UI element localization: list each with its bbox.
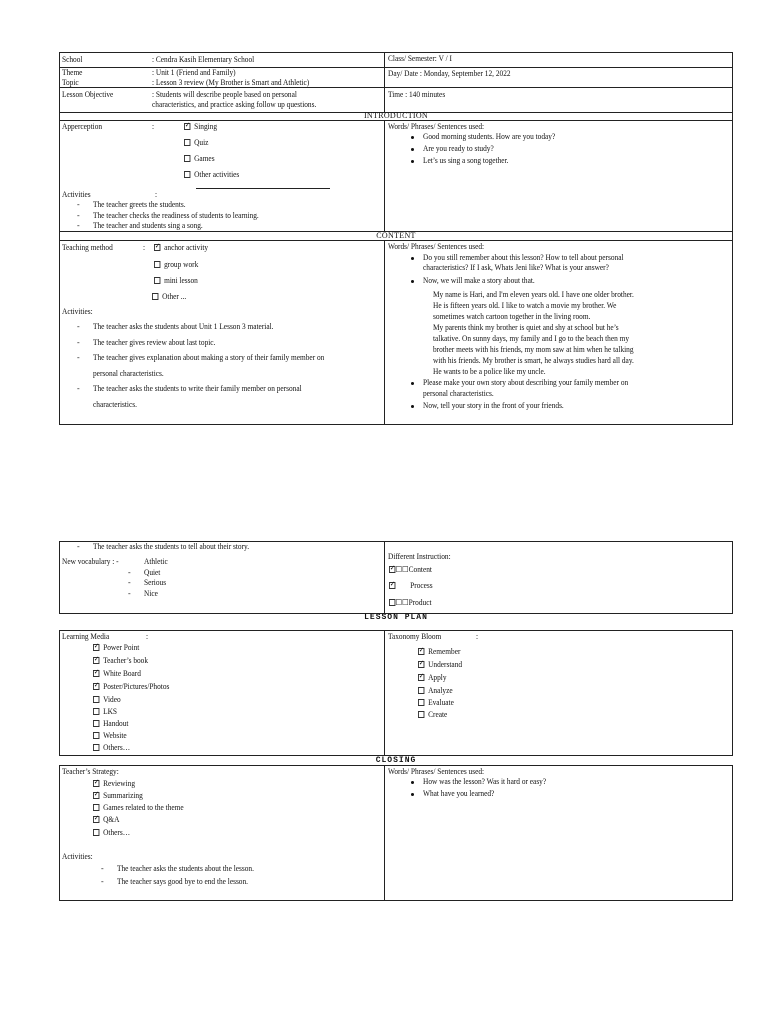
introduction-heading: INTRODUCTION [363, 111, 429, 120]
content-activities-label: Activities: [62, 307, 93, 316]
diff-process[interactable] [389, 581, 433, 591]
story-line: with his friends. My brother is smart, he always studies hard all day. [433, 356, 634, 365]
option-quiz[interactable] [184, 138, 208, 148]
content-activity: The teacher asks the students to tell about their story. [93, 542, 250, 551]
bloom-remember[interactable] [418, 647, 460, 657]
objective-label: Lesson Objective [62, 90, 114, 99]
option-label: Analyze [428, 686, 453, 695]
option-label: anchor activity [164, 243, 209, 252]
option-label: Other ... [162, 292, 187, 301]
option-other-activities[interactable] [184, 170, 239, 180]
media-website[interactable] [93, 731, 127, 741]
class-semester: Class/ Semester: V / I [388, 54, 452, 63]
taxonomy-bloom-label: Taxonomy Bloom [388, 632, 442, 641]
story-line: brother meets with his friends, my mom saw at him when he talking [433, 345, 634, 354]
option-label: Summarizing [103, 791, 143, 800]
option-label: Others… [103, 828, 131, 837]
learning-media-label: Learning Media [62, 632, 110, 641]
option-label: Teacher’s book [103, 656, 149, 665]
content-heading: CONTENT [376, 231, 416, 240]
vocab-word: Quiet [144, 568, 161, 577]
option-label: Other activities [194, 170, 240, 179]
closing-activity: The teacher says good bye to end the lesson. [117, 877, 249, 886]
content-question: characteristics? If I ask, Whats Jeni like? What is your answer? [423, 263, 609, 272]
content-activity: The teacher gives review about last topic. [93, 338, 216, 347]
column-divider [384, 52, 385, 113]
option-label: ☐☐Content [395, 565, 432, 574]
diff-product[interactable] [389, 598, 432, 608]
checkbox-icon[interactable] [93, 804, 99, 811]
content-question: Now, tell your story in the front of your friends. [423, 401, 564, 410]
school-value: : Cendra Kasih Elementary School [152, 55, 255, 64]
checkbox-icon[interactable] [93, 708, 99, 715]
checkbox-icon[interactable] [389, 599, 395, 606]
vocab-label: New vocabulary : - [62, 557, 119, 566]
checkbox-checked-icon[interactable] [93, 670, 99, 677]
closing-activities-label: Activities: [62, 852, 93, 861]
column-divider [384, 240, 385, 425]
intro-word: Are you ready to study? [423, 144, 494, 153]
content-question: Do you still remember about this lesson? How to tell about personal [423, 253, 624, 262]
topic-value: : Lesson 3 review (My Brother is Smart and Athletic) [152, 78, 310, 87]
media-teachers-book[interactable] [93, 656, 148, 666]
dash: - [128, 568, 131, 577]
checkbox-checked-icon[interactable] [93, 780, 99, 787]
dash: - [128, 578, 131, 587]
activities-colon: : [155, 190, 158, 199]
bullet-icon [411, 793, 414, 796]
story-line: My name is Hari, and I'm eleven years old. I have one older brother. [433, 290, 634, 299]
method-other[interactable] [152, 292, 186, 302]
option-label: ☐☐Product [395, 598, 432, 607]
story-line: He wants to be a police like my uncle. [433, 367, 546, 376]
option-label: mini lesson [164, 276, 198, 285]
bullet-icon [411, 781, 414, 784]
media-video[interactable] [93, 695, 121, 705]
bullet-icon [411, 160, 414, 163]
teaching-method-colon: : [143, 243, 146, 252]
strategy-games[interactable] [93, 803, 184, 813]
dash: - [77, 322, 80, 331]
story-line: My parents think my brother is quiet and shy at school but he’s [433, 323, 619, 332]
checkbox-icon[interactable] [93, 744, 99, 751]
blank-line [196, 188, 330, 189]
dash: - [77, 200, 80, 209]
theme-label: Theme [62, 68, 83, 77]
checkbox-checked-icon[interactable] [93, 816, 99, 823]
option-label: Evaluate [428, 698, 454, 707]
lesson-plan-heading: LESSON PLAN [364, 613, 428, 622]
bullet-icon [411, 257, 414, 260]
checkbox-checked-icon[interactable] [418, 648, 424, 655]
checkbox-checked-icon[interactable] [93, 657, 99, 664]
closing-words-label: Words/ Phrases/ Sentences used: [388, 767, 485, 776]
story-line: sometimes watch cartoon together in the living room. [433, 312, 591, 321]
media-white-board[interactable] [93, 669, 141, 679]
option-label: Reviewing [103, 779, 136, 788]
intro-word: Let’s us sing a song together. [423, 156, 509, 165]
dash: - [77, 221, 80, 230]
option-label: Video [103, 695, 121, 704]
bullet-icon [411, 382, 414, 385]
column-divider [384, 120, 385, 231]
content-activity: personal characteristics. [93, 369, 164, 378]
theme-value: : Unit 1 (Friend and Family) [152, 68, 236, 77]
checkbox-icon[interactable] [93, 720, 99, 727]
strategy-summarizing[interactable] [93, 791, 143, 801]
option-label: Games related to the theme [103, 803, 184, 812]
lesson-plan-table [59, 630, 733, 756]
checkbox-icon[interactable] [152, 293, 158, 300]
checkbox-icon[interactable] [418, 711, 424, 718]
teaching-method-label: Teaching method [62, 243, 113, 252]
option-label: Remember [428, 647, 461, 656]
checkbox-checked-icon[interactable] [93, 683, 99, 690]
strategy-label: Teacher’s Strategy: [62, 767, 119, 776]
option-label: group work [164, 260, 199, 269]
day-date: Day/ Date : Monday, September 12, 2022 [388, 69, 511, 78]
dash: - [101, 877, 104, 886]
media-others[interactable] [93, 743, 130, 753]
content-question: Now, we will make a story about that. [423, 276, 535, 285]
checkbox-icon[interactable] [184, 139, 190, 146]
content-question: personal characteristics. [423, 389, 494, 398]
dash: - [101, 864, 104, 873]
closing-word: How was the lesson? Was it hard or easy? [423, 777, 547, 786]
activities-label: Activities [62, 190, 91, 199]
closing-heading: CLOSING [375, 756, 417, 765]
method-mini-lesson[interactable] [154, 276, 198, 286]
objective-value-1: : Students will describe people based on personal [152, 90, 297, 99]
checkbox-icon[interactable] [93, 696, 99, 703]
option-label: Singing [194, 122, 218, 131]
closing-activity: The teacher asks the students about the lesson. [117, 864, 254, 873]
checkbox-icon[interactable] [418, 687, 424, 694]
checkbox-checked-icon[interactable] [389, 566, 395, 573]
option-label: Power Point [103, 643, 140, 652]
dash: - [77, 542, 80, 551]
option-label: Process [410, 581, 433, 590]
dash: - [77, 211, 80, 220]
vocab-word: Serious [144, 578, 167, 587]
option-label: Create [428, 710, 448, 719]
closing-word: What have you learned? [423, 789, 495, 798]
checkbox-icon[interactable] [418, 699, 424, 706]
column-divider [384, 765, 385, 901]
dash: - [77, 338, 80, 347]
column-divider [384, 630, 385, 756]
dash: - [128, 589, 131, 598]
media-lks[interactable] [93, 707, 117, 717]
bullet-icon [411, 148, 414, 151]
intro-activity: The teacher greets the students. [93, 200, 186, 209]
checkbox-checked-icon[interactable] [418, 661, 424, 668]
objective-value-2: characteristics, and practice asking follow up questions. [152, 100, 317, 109]
story-line: He is fifteen years old. I like to watch a movie my brother. We [433, 301, 617, 310]
option-label: Games [194, 154, 215, 163]
checkbox-checked-icon[interactable] [93, 644, 99, 651]
bloom-apply[interactable] [418, 673, 447, 683]
column-divider [384, 541, 385, 614]
learning-media-colon: : [146, 632, 149, 641]
bullet-icon [411, 405, 414, 408]
media-poster[interactable] [93, 682, 169, 692]
option-label: Website [103, 731, 127, 740]
checkbox-icon[interactable] [93, 829, 99, 836]
option-label: Handout [103, 719, 129, 728]
content-activity: The teacher gives explanation about making a story of their family member on [93, 353, 325, 362]
option-label: White Board [103, 669, 141, 678]
strategy-others[interactable] [93, 828, 130, 838]
checkbox-checked-icon[interactable] [184, 123, 190, 130]
apperception-label: Apperception [62, 122, 103, 131]
bullet-icon [411, 280, 414, 283]
checkbox-icon[interactable] [154, 277, 160, 284]
checkbox-checked-icon[interactable] [154, 244, 160, 251]
content-activity: The teacher asks the students to write their family member on personal [93, 384, 302, 393]
words-label: Words/ Phrases/ Sentences used: [388, 122, 485, 131]
content-words-label: Words/ Phrases/ Sentences used: [388, 242, 485, 251]
checkbox-icon[interactable] [93, 732, 99, 739]
checkbox-icon[interactable] [154, 261, 160, 268]
strategy-qa[interactable] [93, 815, 119, 825]
vocab-word: Nice [144, 589, 158, 598]
school-label: School [62, 55, 83, 64]
option-label: Others… [103, 743, 131, 752]
bloom-create[interactable] [418, 710, 447, 720]
option-label: Quiz [194, 138, 209, 147]
bloom-analyze[interactable] [418, 686, 453, 696]
intro-activity: The teacher checks the readiness of students to learning. [93, 211, 259, 220]
option-label: Poster/Pictures/Photos [103, 682, 170, 691]
bloom-understand[interactable] [418, 660, 462, 670]
bullet-icon [411, 136, 414, 139]
strategy-reviewing[interactable] [93, 779, 135, 789]
dash: - [77, 353, 80, 362]
method-anchor-activity[interactable] [154, 243, 208, 253]
intro-activity: The teacher and students sing a song. [93, 221, 203, 230]
taxonomy-bloom-colon: : [476, 632, 479, 641]
checkbox-checked-icon[interactable] [389, 582, 395, 589]
content-activity: The teacher asks the students about Unit 1 Lesson 3 material. [93, 322, 274, 331]
content-question: Please make your own story about describing your family member on [423, 378, 629, 387]
option-label: Q&A [103, 815, 120, 824]
method-group-work[interactable] [154, 260, 198, 270]
time-label: Time : 140 minutes [388, 90, 446, 99]
topic-label: Topic [62, 78, 79, 87]
diff-content[interactable] [389, 565, 432, 575]
vocab-word: Athletic [144, 557, 168, 566]
apperception-colon: : [152, 122, 155, 131]
checkbox-checked-icon[interactable] [93, 792, 99, 799]
different-instruction-label: Different Instruction: [388, 552, 451, 561]
checkbox-icon[interactable] [184, 155, 190, 162]
story-line: talkative. On sunny days, my family and I go to the beach then my [433, 334, 630, 343]
option-label: Apply [428, 673, 447, 682]
checkbox-icon[interactable] [184, 171, 190, 178]
option-label: LKS [103, 707, 118, 716]
bloom-evaluate[interactable] [418, 698, 454, 708]
media-power-point[interactable] [93, 643, 139, 653]
option-games[interactable] [184, 154, 215, 164]
option-singing[interactable] [184, 122, 217, 132]
intro-word: Good morning students. How are you today? [423, 132, 556, 141]
dash: - [77, 384, 80, 393]
content-activity: characteristics. [93, 400, 137, 409]
checkbox-checked-icon[interactable] [418, 674, 424, 681]
option-label: Understand [428, 660, 463, 669]
media-handout[interactable] [93, 719, 128, 729]
